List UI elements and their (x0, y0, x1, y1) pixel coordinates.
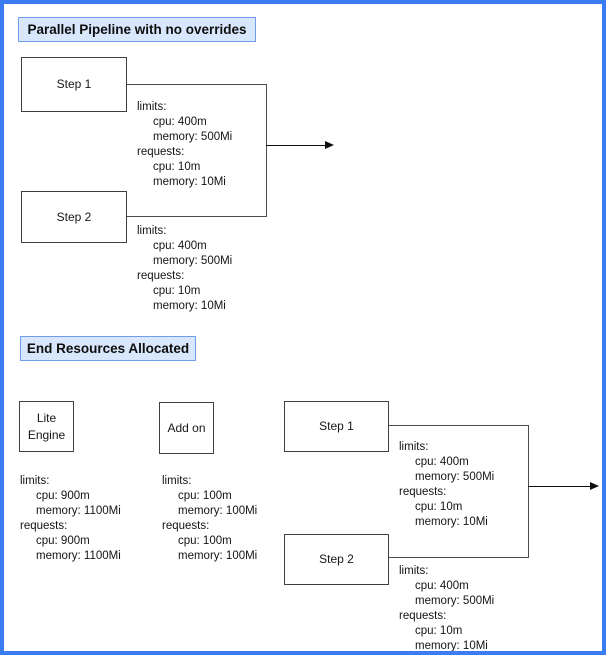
resource-line: limits: (137, 225, 167, 237)
resource-line: requests: (399, 486, 447, 498)
resource-line: requests: (137, 270, 185, 282)
node-step1-top (21, 57, 127, 112)
merge-bus-top (266, 84, 267, 217)
resource-line: cpu: 900m (36, 490, 90, 502)
resource-line: memory: 500Mi (153, 131, 233, 143)
resource-line: requests: (399, 610, 447, 622)
resource-line: memory: 500Mi (415, 471, 495, 483)
resource-line: cpu: 10m (415, 625, 463, 637)
connector-step1-top (127, 84, 266, 85)
node-step2-bottom-label: Step 2 (319, 552, 354, 566)
resources-step1-bottom (399, 440, 494, 530)
node-step2-bottom (284, 534, 389, 585)
connector-step2-bottom (389, 557, 528, 558)
resource-line: cpu: 10m (415, 501, 463, 513)
output-arrow-top (266, 145, 326, 146)
resource-line: memory: 10Mi (415, 640, 488, 652)
node-addon-label: Add on (167, 420, 206, 435)
resource-line: limits: (137, 101, 167, 113)
connector-step1-bottom (389, 425, 528, 426)
resource-line: limits: (162, 475, 192, 487)
resource-line: memory: 10Mi (415, 516, 488, 528)
node-step2-top-label: Step 2 (56, 209, 92, 224)
resource-line: limits: (399, 565, 429, 577)
resource-line: cpu: 400m (153, 240, 207, 252)
resource-line: memory: 1100Mi (36, 550, 121, 562)
resource-line: cpu: 400m (153, 116, 207, 128)
resource-line: cpu: 900m (36, 535, 90, 547)
node-step2-top (21, 191, 127, 243)
resource-line: limits: (399, 441, 429, 453)
node-step1-bottom (284, 401, 389, 452)
node-lite-engine-label-line1: Lite (36, 410, 57, 425)
resource-line: memory: 100Mi (178, 505, 258, 517)
node-step1-bottom-label: Step 1 (319, 419, 354, 433)
resource-line: cpu: 400m (415, 580, 469, 592)
resources-step2-bottom (399, 564, 494, 654)
resource-line: requests: (20, 520, 68, 532)
node-step1-top-label: Step 1 (56, 77, 92, 91)
resources-lite-engine (20, 474, 121, 564)
resource-line: memory: 10Mi (153, 300, 226, 312)
node-addon (159, 402, 214, 454)
merge-bus-bottom (528, 425, 529, 558)
node-lite-engine (19, 401, 74, 452)
resource-line: cpu: 100m (178, 535, 232, 547)
resource-line: memory: 10Mi (153, 176, 226, 188)
connector-step2-top (127, 216, 266, 217)
resource-line: memory: 1100Mi (36, 505, 121, 517)
resources-step1-top (137, 100, 232, 190)
resource-line: limits: (20, 475, 50, 487)
node-lite-engine-label-line2: Engine (27, 427, 66, 442)
output-arrow-top-head (325, 141, 334, 149)
resource-line: cpu: 100m (178, 490, 232, 502)
resource-line: requests: (137, 146, 185, 158)
resource-line: cpu: 400m (415, 456, 469, 468)
section1-title: Parallel Pipeline with no overrides (18, 17, 256, 42)
output-arrow-bottom-head (590, 482, 599, 490)
resource-line: memory: 500Mi (415, 595, 495, 607)
resources-addon (162, 474, 257, 564)
resources-step2-top (137, 224, 232, 314)
resource-line: memory: 100Mi (178, 550, 258, 562)
resource-line: cpu: 10m (153, 161, 201, 173)
section2-title: End Resources Allocated (20, 336, 196, 361)
resource-line: cpu: 10m (153, 285, 201, 297)
resource-line: memory: 500Mi (153, 255, 233, 267)
output-arrow-bottom (528, 486, 591, 487)
resource-line: requests: (162, 520, 210, 532)
